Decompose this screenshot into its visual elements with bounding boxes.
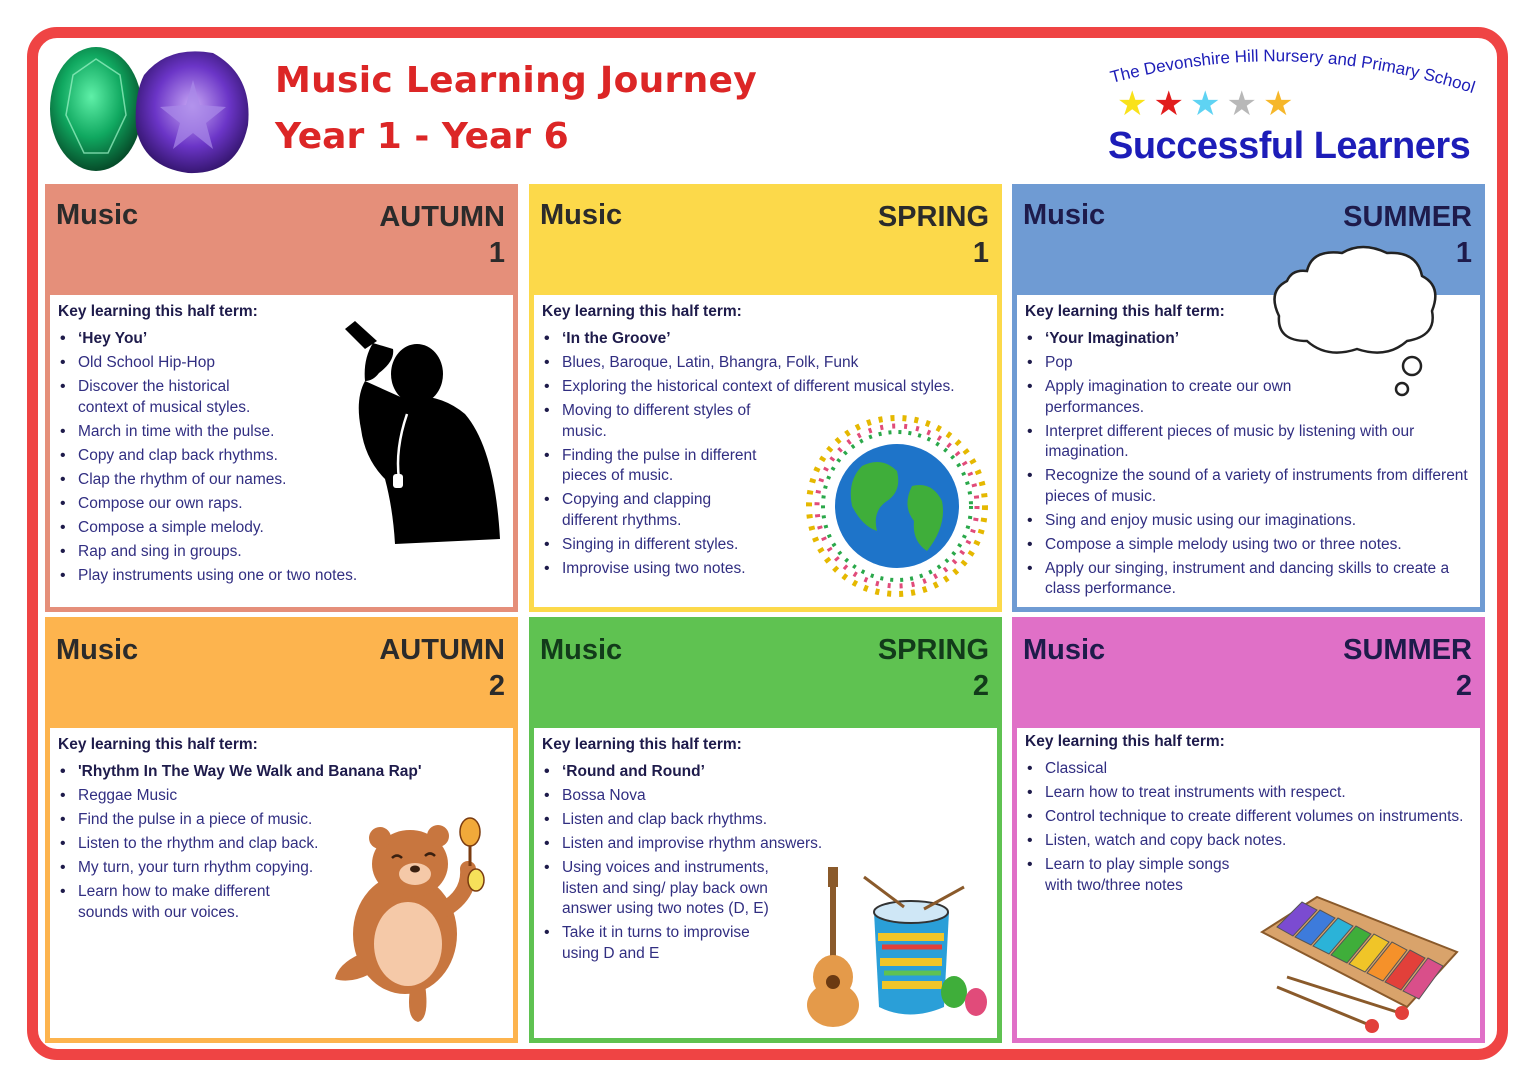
star-icon: ★ [1226,84,1257,124]
term-number: 1 [1455,237,1472,269]
card-header [50,189,513,295]
term-name: SUMMER [1343,634,1472,666]
list-item: • Copying and clapping different rhythms. [542,490,757,531]
singer-silhouette-icon [335,319,510,549]
term-number: 2 [488,670,505,702]
list-item: • Apply imagination to create our own performances. [1025,377,1295,418]
page-subtitle: Year 1 - Year 6 [275,116,569,157]
list-item: • Classical [1025,759,1472,780]
card-subject: Music [56,634,139,666]
card-header [50,622,513,728]
list-item: • Old School Hip-Hop [58,353,505,374]
list-item: • Moving to different styles of music. [542,401,787,442]
star-row [1117,84,1294,124]
card-term [1343,632,1472,704]
card-spring-2 [529,617,1002,1043]
school-motto: Successful Learners [1108,125,1471,167]
list-item: • Listen and clap back rhythms. [542,810,989,831]
guitar-drum-icon [804,867,994,1027]
list-item: • Control technique to create different volumes on instruments. [1025,807,1472,828]
star-icon: ★ [1189,84,1221,124]
card-term [379,632,505,704]
card-autumn-1 [45,184,518,612]
term-name: AUTUMN [379,634,505,666]
thought-bubble-icon [1267,241,1447,401]
list-item: • Sing and enjoy music using our imaginations. [1025,511,1472,532]
card-header [534,622,997,728]
list-item: • ‘Hey You’ [58,329,505,350]
list-item: • Interpret different pieces of music by listening with our imagination. [1025,422,1472,463]
page-title: Music Learning Journey [275,60,758,101]
list-item: • Bossa Nova [542,786,989,807]
term-number: 2 [1455,670,1472,702]
list-item: • Find the pulse in a piece of music. [58,810,505,831]
card-subject: Music [1023,199,1106,231]
list-item: • 'Rhythm In The Way We Walk and Banana Rap' [58,762,505,783]
card-summer-1 [1012,184,1485,612]
card-header [534,189,997,295]
card-subject: Music [540,634,623,666]
xylophone-icon [1257,892,1462,1042]
card-term [878,199,989,271]
term-number: 1 [488,237,505,269]
gemstones-icon [48,45,258,180]
list-item: • Apply our singing, instrument and dancing skills to create a class performance. [1025,559,1472,600]
term-number: 1 [972,237,989,269]
list-item: • Finding the pulse in different pieces of music. [542,446,787,487]
key-learning-heading: Key learning this half term: [58,736,258,753]
list-item: • Clap the rhythm of our names. [58,470,505,491]
key-learning-heading: Key learning this half term: [58,303,258,320]
term-number: 2 [972,670,989,702]
term-name: SUMMER [1343,201,1472,233]
list-item: • ‘Round and Round’ [542,762,989,783]
list-item: • Listen to the rhythm and clap back. [58,834,505,855]
key-learning-heading: Key learning this half term: [1025,733,1225,750]
card-autumn-2 [45,617,518,1043]
list-item: • Learn how to make different sounds with our voices. [58,882,308,923]
list-item: • Compose a simple melody using two or three notes. [1025,535,1472,556]
list-item: • My turn, your turn rhythm copying. [58,858,505,879]
list-item: • Using voices and instruments, listen and sing/ play back own answer using two notes (D, E) [542,858,787,920]
term-name: SPRING [877,201,989,233]
term-name: AUTUMN [379,201,505,233]
card-subject: Music [1023,634,1106,666]
list-item: • Copy and clap back rhythms. [58,446,505,467]
list-item: • Blues, Baroque, Latin, Bhangra, Folk, Funk [542,353,989,374]
card-term [878,632,989,704]
card-spring-1 [529,184,1002,612]
list-item: • Take it in turns to improvise using D and E [542,923,787,964]
list-item: • Singing in different styles. [542,535,989,556]
card-subject: Music [56,199,139,231]
star-icon: ★ [1153,84,1184,124]
list-item: • Pop [1025,353,1472,374]
list-item: • Learn how to treat instruments with respect. [1025,783,1472,804]
star-icon: ★ [1262,84,1294,124]
learning-list [1025,759,1472,896]
list-item: • Reggae Music [58,786,505,807]
list-item: • Discover the historical context of musical styles. [58,377,268,418]
key-learning-heading: Key learning this half term: [542,736,742,753]
list-item: • Exploring the historical context of different musical styles. [542,377,989,398]
key-learning-heading: Key learning this half term: [542,303,742,320]
list-item: • Recognize the sound of a variety of instruments from different pieces of music. [1025,466,1472,507]
list-item: • Play instruments using one or two notes. [58,566,505,587]
card-subject: Music [540,199,623,231]
school-logo [1102,45,1482,175]
list-item: • Listen and improvise rhythm answers. [542,834,989,855]
term-name: SPRING [877,634,989,666]
key-learning-heading: Key learning this half term: [1025,303,1225,320]
list-item: • Learn to play simple songs with two/three notes [1025,855,1260,896]
list-item: • Listen, watch and copy back notes. [1025,831,1472,852]
card-summer-2 [1012,617,1485,1043]
list-item: • ‘Your Imagination’ [1025,329,1472,350]
card-term [379,199,505,271]
school-name: The Devonshire Hill Nursery and Primary School [1108,46,1478,98]
list-item: • Rap and sing in groups. [58,542,505,563]
dancing-bear-icon [330,814,500,1024]
card-header [1017,622,1480,728]
list-item: • Compose a simple melody. [58,518,505,539]
list-item: • ‘In the Groove’ [542,329,989,350]
list-item: • March in time with the pulse. [58,422,505,443]
list-item: • Improvise using two notes. [542,559,989,580]
star-icon: ★ [1117,84,1148,124]
globe-people-icon [802,411,992,601]
list-item: • Compose our own raps. [58,494,505,515]
